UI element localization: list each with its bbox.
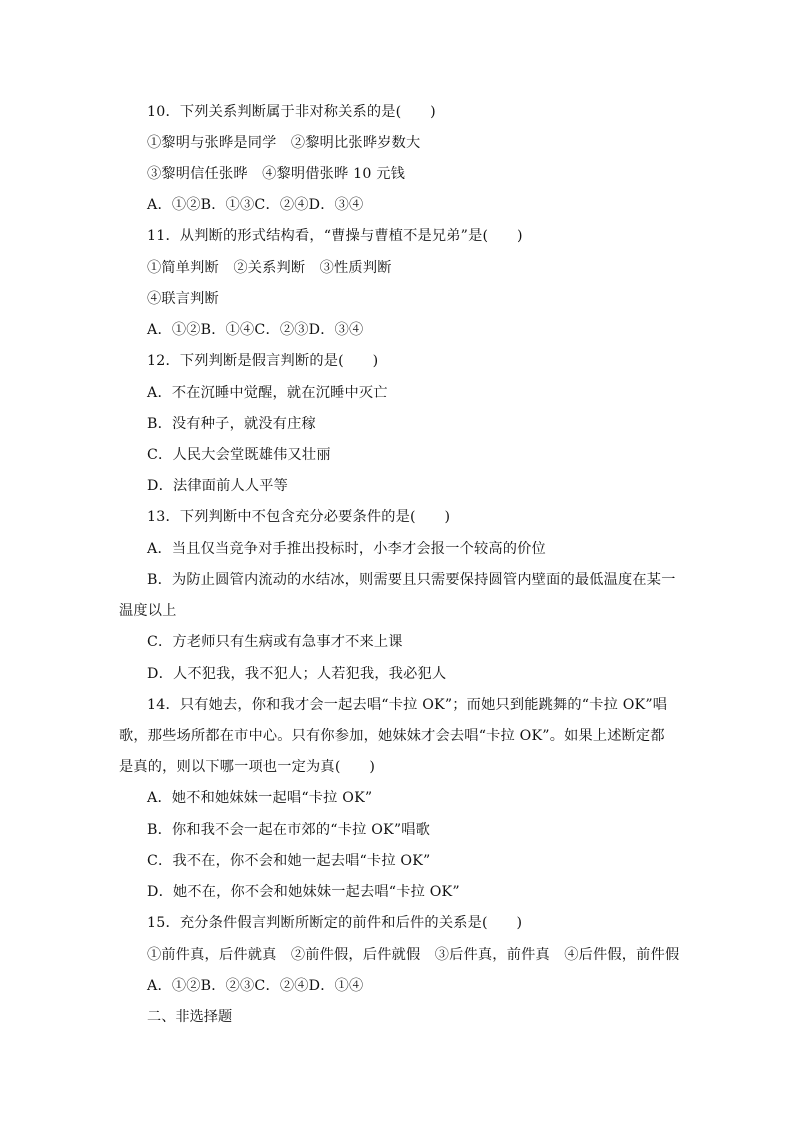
- question-11: 11．从判断的形式结构看，“曹操与曹植不是兄弟”是( ): [147, 228, 523, 244]
- question-13-option-a: A．当且仅当竞争对手推出投标时，小李才会报一个较高的价位: [147, 541, 546, 557]
- question-12-option-c: C．人民大会堂既雄伟又壮丽: [147, 447, 331, 463]
- question-15-answers: A．①②B．②③C．②④D．①④: [147, 978, 364, 994]
- question-14-option-b: B．你和我不会一起在市郊的“卡拉 OK”唱歌: [147, 822, 431, 838]
- question-14-option-d: D．她不在，你不会和她妹妹一起去唱“卡拉 OK”: [147, 884, 460, 900]
- question-15-options: ①前件真，后件就真 ②前件假，后件就假 ③后件真，前件真 ④后件假，前件假: [147, 947, 680, 963]
- question-11-options-1: ①简单判断 ②关系判断 ③性质判断: [147, 260, 392, 276]
- question-14-option-a: A．她不和她妹妹一起唱“卡拉 OK”: [147, 790, 373, 806]
- question-12-option-d: D．法律面前人人平等: [147, 478, 289, 494]
- question-11-answers: A．①②B．①④C．②③D．③④: [147, 322, 364, 338]
- question-12-option-b: B．没有种子，就没有庄稼: [147, 416, 316, 432]
- question-10-answers: A．①②B．①③C．②④D．③④: [147, 197, 364, 213]
- question-13-option-b: B．为防止圆管内流动的水结冰，则需要且只需要保持圆管内壁面的最低温度在某一温度以上: [119, 572, 676, 619]
- section-heading: 二、非选择题: [147, 1009, 233, 1025]
- question-13: 13．下列判断中不包含充分必要条件的是( ): [147, 509, 451, 525]
- question-10: 10．下列关系判断属于非对称关系的是( ): [147, 104, 436, 120]
- question-12-option-a: A．不在沉睡中觉醒，就在沉睡中灭亡: [147, 385, 388, 401]
- question-14-option-c: C．我不在，你不会和她一起去唱“卡拉 OK”: [147, 853, 431, 869]
- question-14: 14．只有她去，你和我才会一起去唱“卡拉 OK”；而她只到能跳舞的“卡拉 OK”唱歌，那些场所都在市中心。只有你参加，她妹妹才会去唱“卡拉 OK”。如果上述断定都是真的，则以下哪一项也一定为真( ): [119, 697, 668, 775]
- question-10-options-2: ③黎明信任张晔 ④黎明借张晔 10 元钱: [147, 166, 406, 182]
- question-10-options-1: ①黎明与张晔是同学 ②黎明比张晔岁数大: [147, 135, 421, 151]
- question-13-option-c: C．方老师只有生病或有急事才不来上课: [147, 634, 403, 650]
- question-15: 15．充分条件假言判断所断定的前件和后件的关系是( ): [147, 915, 523, 931]
- question-11-options-2: ④联言判断: [147, 291, 219, 307]
- question-13-option-d: D．人不犯我，我不犯人；人若犯我，我必犯人: [147, 666, 447, 682]
- question-12: 12．下列判断是假言判断的是( ): [147, 353, 379, 369]
